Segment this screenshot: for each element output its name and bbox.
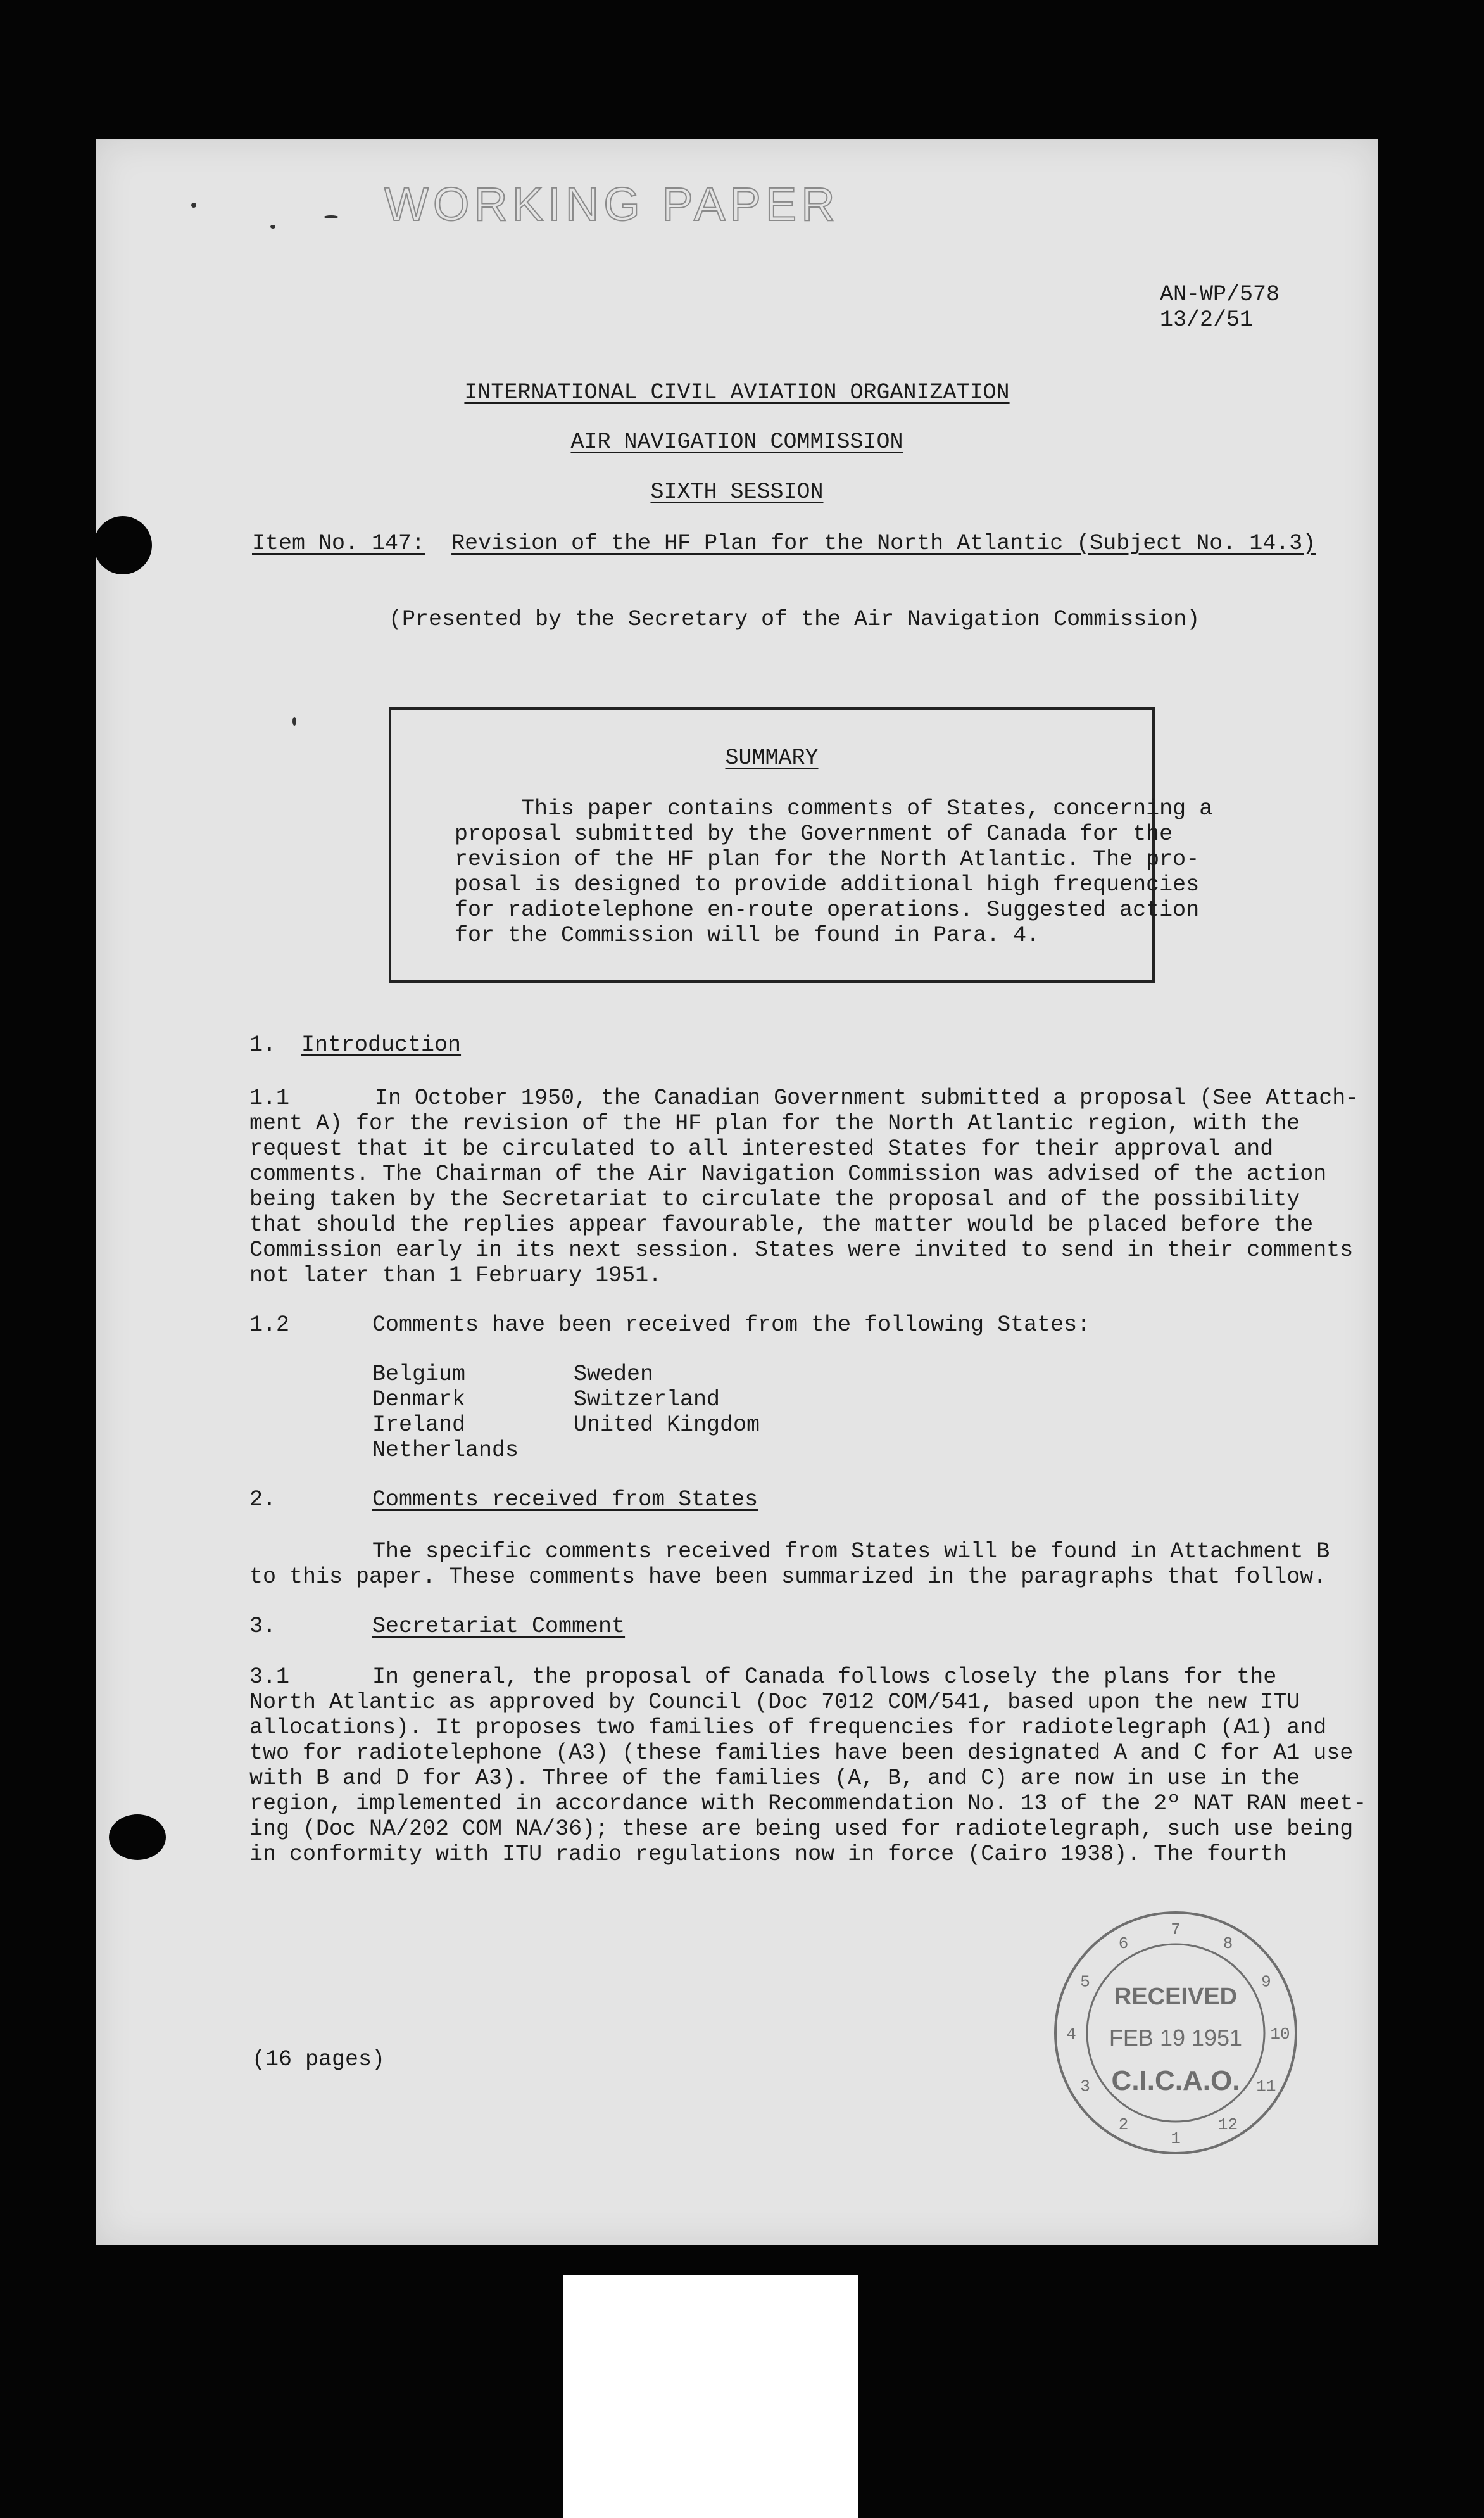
section-number: 1.: [249, 1032, 277, 1058]
speck: [292, 717, 296, 726]
paragraph-line: The specific comments received from States will be found in Attachment B: [372, 1539, 1330, 1564]
speck: [324, 215, 338, 218]
paragraph-line: two for radiotelephone (A3) (these families have been designated A and C for A1 use: [249, 1740, 1354, 1766]
paragraph-line: ment A) for the revision of the HF plan for the North Atlantic region, with the: [249, 1111, 1300, 1136]
organization-title: INTERNATIONAL CIVIL AVIATION ORGANIZATION: [464, 380, 1010, 405]
page-count: (16 pages): [252, 2047, 386, 2072]
document-reference: AN-WP/578: [1160, 282, 1280, 307]
stamp-date-text: FEB 19 1951: [1109, 2025, 1243, 2051]
stamp-ring-number: 3: [1080, 2077, 1090, 2096]
state-name: Denmark: [372, 1387, 466, 1412]
paragraph-line: request that it be circulated to all interested States for their approval and: [249, 1136, 1274, 1161]
stamp-ring-number: 4: [1066, 2025, 1076, 2044]
stamp-ring-number: 7: [1171, 1920, 1181, 1939]
speck: [191, 203, 196, 208]
blank-card: [563, 2275, 858, 2518]
speck: [270, 225, 275, 229]
item-title: Revision of the HF Plan for the North Atlantic (Subject No. 14.3): [451, 531, 1316, 556]
state-name: Belgium: [372, 1362, 466, 1387]
summary-line: proposal submitted by the Government of Canada for the: [455, 821, 1173, 847]
section-heading-comments: Comments received from States: [372, 1487, 758, 1512]
summary-line: for the Commission will be found in Para. 4.: [455, 923, 1040, 948]
paragraph-number: 1.2: [249, 1312, 290, 1338]
session-title: SIXTH SESSION: [650, 479, 824, 505]
paragraph-number: 3.1: [249, 1664, 290, 1690]
item-number: Item No. 147:: [252, 531, 425, 556]
presented-by: (Presented by the Secretary of the Air Navigation Commission): [389, 607, 1200, 632]
commission-title: AIR NAVIGATION COMMISSION: [570, 429, 903, 455]
paragraph-line: region, implemented in accordance with Recommendation No. 13 of the 2º NAT RAN meet-: [249, 1791, 1367, 1816]
stamp-office-text: C.I.C.A.O.: [1111, 2065, 1240, 2096]
paragraph-line: Commission early in its next session. States were invited to send in their comments: [249, 1237, 1354, 1263]
summary-title: SUMMARY: [725, 745, 819, 771]
paragraph-line: allocations). It proposes two families of frequencies for radiotelegraph (A1) and: [249, 1715, 1327, 1740]
paragraph-number: 1.1: [249, 1085, 290, 1111]
summary-line: revision of the HF plan for the North Atlantic. The pro-: [455, 847, 1200, 872]
document-date: 13/2/51: [1160, 307, 1254, 332]
state-name: United Kingdom: [574, 1412, 760, 1438]
stamp-received-text: RECEIVED: [1114, 1983, 1238, 2010]
paragraph-line: with B and D for A3). Three of the families (A, B, and C) are now in use in the: [249, 1766, 1300, 1791]
summary-line: for radiotelephone en-route operations. Suggested action: [455, 897, 1200, 923]
paragraph-line: North Atlantic as approved by Council (Doc 7012 COM/541, based upon the new ITU: [249, 1690, 1300, 1715]
paragraph-line: In October 1950, the Canadian Government submitted a proposal (See Attach-: [375, 1085, 1359, 1111]
paragraph-line: In general, the proposal of Canada follows closely the plans for the: [372, 1664, 1277, 1690]
paragraph-line: in conformity with ITU radio regulations now in force (Cairo 1938). The fourth: [249, 1842, 1287, 1867]
paragraph-line: that should the replies appear favourable, the matter would be placed before the: [249, 1212, 1314, 1237]
punch-hole: [94, 516, 152, 574]
stamp-ring-number: 6: [1118, 1934, 1129, 1954]
working-paper-stamp: WORKING PAPER: [384, 178, 839, 231]
state-name: Sweden: [574, 1362, 654, 1387]
stamp-ring-number: 9: [1261, 1972, 1271, 1992]
summary-line: posal is designed to provide additional high frequencies: [455, 872, 1200, 897]
stamp-ring-number: 10: [1270, 2025, 1290, 2044]
paragraph-line: to this paper. These comments have been summarized in the paragraphs that follow.: [249, 1564, 1327, 1590]
state-name: Switzerland: [574, 1387, 720, 1412]
stamp-ring-number: 1: [1171, 2129, 1181, 2148]
paragraph-line: comments. The Chairman of the Air Navigation Commission was advised of the action: [249, 1161, 1327, 1187]
section-number: 2.: [249, 1487, 277, 1512]
summary-box: [389, 707, 1213, 983]
stamp-ring-number: 11: [1256, 2077, 1276, 2096]
paragraph-line: being taken by the Secretariat to circulate the proposal and of the possibility: [249, 1187, 1300, 1212]
section-heading-secretariat: Secretariat Comment: [372, 1614, 626, 1639]
summary-line: This paper contains comments of States, concerning a: [455, 796, 1213, 821]
stamp-ring-number: 12: [1217, 2115, 1238, 2134]
document-page: [96, 139, 1378, 2245]
state-name: Netherlands: [372, 1438, 519, 1463]
received-stamp: [1052, 1909, 1299, 2156]
section-number: 3.: [249, 1614, 277, 1639]
paragraph-line: Comments have been received from the following States:: [372, 1312, 1091, 1338]
paragraph-line: ing (Doc NA/202 COM NA/36); these are being used for radiotelegraph, such use being: [249, 1816, 1354, 1842]
stamp-ring-number: 5: [1080, 1972, 1090, 1992]
item-heading: [252, 531, 1316, 556]
stamp-ring-number: 8: [1223, 1934, 1233, 1954]
state-name: Ireland: [372, 1412, 466, 1438]
paragraph-line: not later than 1 February 1951.: [249, 1263, 662, 1288]
section-heading-introduction: Introduction: [301, 1032, 462, 1058]
stamp-ring-number: 2: [1118, 2115, 1129, 2134]
punch-hole: [109, 1814, 166, 1860]
